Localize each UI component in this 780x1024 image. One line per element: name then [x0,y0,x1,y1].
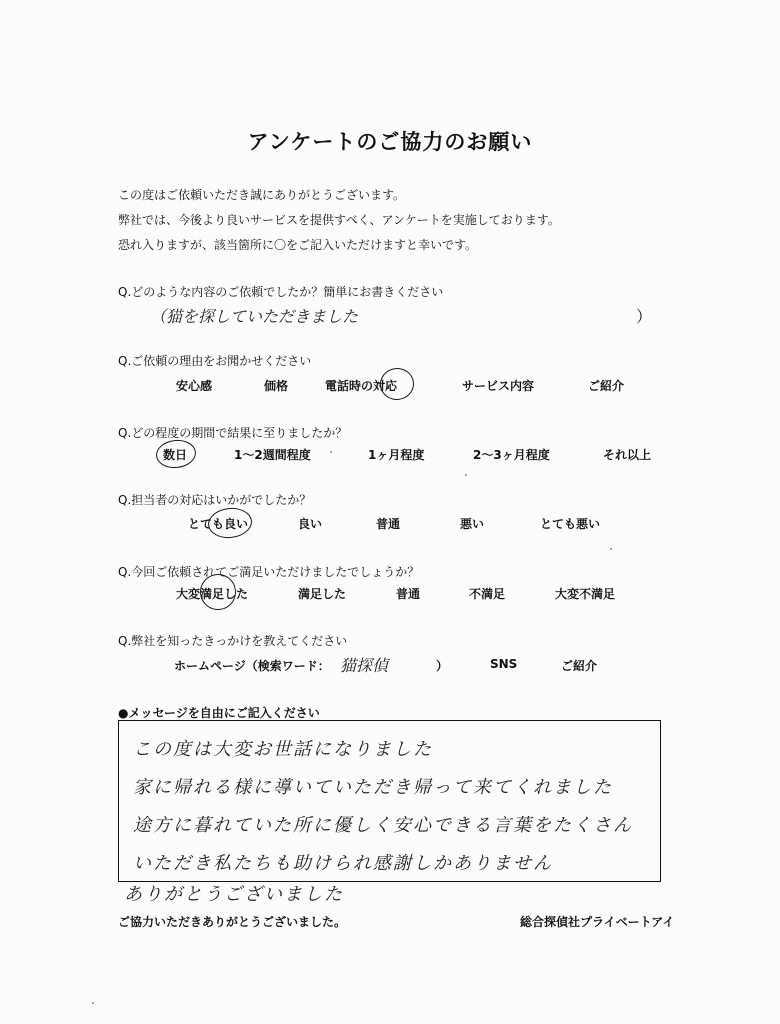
q2-option-referral[interactable]: ご紹介 [588,379,625,393]
q4-selection-circle [207,506,254,540]
message-line-5: ありがとうございました [124,884,344,905]
q2-selection-circle [378,366,415,401]
intro-line-3: 恐れ入りますが、該当箇所に〇をご記入いただけますと幸いです。 [118,238,478,252]
q1-close-paren: ） [636,307,653,326]
q6-option-homepage[interactable]: ホームページ（検索ワード： [174,659,330,673]
page-title: アンケートのご協力のお願い [247,130,533,154]
q4-question: Q.担当者の対応はいかがでしたか？ [118,493,312,507]
scan-speck [92,1002,94,1004]
q2-question: Q.ご依頼の理由をお聞かせください [118,354,312,368]
q6-search-word-handwritten[interactable]: 猫探偵 [340,656,389,675]
q5-option-very-unsatisfied[interactable]: 大変不満足 [555,587,616,601]
q2-option-anshinkan[interactable]: 安心感 [176,379,213,393]
q6-option-referral[interactable]: ご紹介 [561,659,598,673]
q4-option-good[interactable]: 良い [298,517,323,531]
q5-option-unsatisfied[interactable]: 不満足 [469,587,506,601]
intro-line-1: この度はご依頼いただき誠にありがとうございます。 [118,188,406,202]
intro-line-2: 弊社では、今後より良いサービスを提供すべく、アンケートを実施しております。 [118,213,560,227]
q5-option-normal[interactable]: 普通 [396,587,421,601]
q2-option-phone-response[interactable]: 電話時の対応 [325,379,398,393]
scan-speck [330,451,332,453]
q3-option-2-3-months[interactable]: 2～3ヶ月程度 [473,448,550,462]
q6-close-paren: ） [436,659,449,673]
q5-option-very-satisfied[interactable]: 大変満足した [176,587,249,601]
q3-option-1-2-weeks[interactable]: 1～2週間程度 [234,448,311,462]
message-box[interactable] [118,720,661,882]
q3-option-more[interactable]: それ以上 [603,448,652,462]
message-line-2: 家に帰れる様に導いていただき帰って来てくれました [133,777,613,798]
message-line-4: いただき私たちも助けられ感謝しかありません [133,853,553,874]
q4-option-very-bad[interactable]: とても悪い [540,517,601,531]
q2-option-price[interactable]: 価格 [264,379,289,393]
q6-question: Q.弊社を知ったきっかけを教えてください [118,634,348,648]
q3-selection-circle [155,438,198,470]
q5-option-satisfied[interactable]: 満足した [298,587,347,601]
scan-speck [610,548,612,550]
footer-thanks: ご協力いただきありがとうございました。 [118,915,347,929]
q3-option-1-month[interactable]: 1ヶ月程度 [368,448,425,462]
q4-option-bad[interactable]: 悪い [460,517,485,531]
message-line-3: 途方に暮れていた所に優しく安心できる言葉をたくさん [133,815,633,836]
q1-handwritten-answer[interactable]: （猫を探していただきました [150,307,359,326]
q1-question: Q.どのような内容のご依頼でしたか？簡単にお書きください [118,285,444,299]
q3-option-few-days[interactable]: 数日 [163,448,188,462]
scan-speck [465,474,467,476]
message-line-1: この度は大変お世話になりました [133,739,433,760]
q6-option-sns[interactable]: SNS [490,657,518,671]
q4-option-very-good[interactable]: とても良い [188,517,249,531]
message-heading: ●メッセージを自由にご記入ください [118,706,320,720]
q5-question: Q.今回ご依頼されてご満足いただけましたでしょうか？ [118,565,420,579]
footer-company: 総合探偵社プライベートアイ [520,915,675,929]
q3-question: Q.どの程度の期間で結果に至りましたか？ [118,426,348,440]
q4-option-normal[interactable]: 普通 [376,517,401,531]
q2-option-service[interactable]: サービス内容 [462,379,535,393]
